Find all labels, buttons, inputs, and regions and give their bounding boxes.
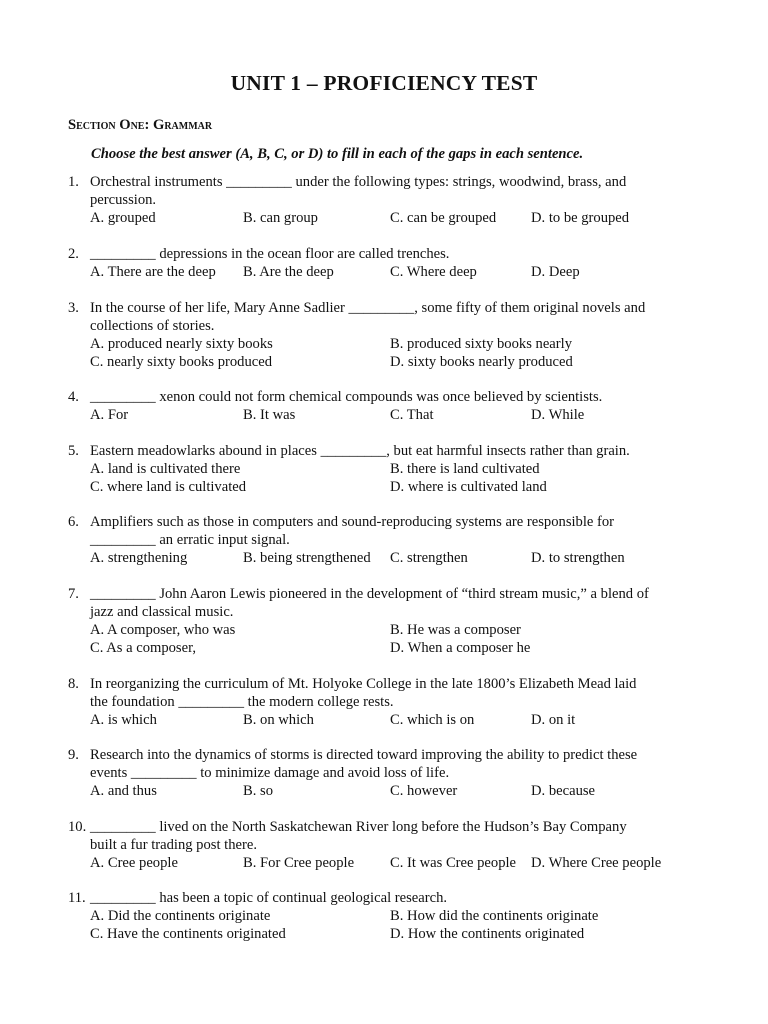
option-a[interactable]: A. Did the continents originate: [90, 908, 271, 924]
question-number: 9.: [68, 747, 79, 763]
option-a[interactable]: A. and thus: [90, 783, 157, 799]
option-a[interactable]: A. is which: [90, 712, 157, 728]
option-d[interactable]: D. on it: [531, 712, 576, 728]
section-heading-text: Section One: Grammar: [68, 117, 213, 133]
option-b[interactable]: B. He was a composer: [390, 622, 521, 638]
option-b[interactable]: B. being strengthened: [243, 550, 371, 566]
option-d[interactable]: D. How the continents originated: [390, 926, 585, 942]
question-line: _________ lived on the North Saskatchewan River long before the Hudson’s Bay Company: [90, 819, 627, 835]
option-a[interactable]: A. Cree people: [90, 855, 178, 871]
option-c[interactable]: C. As a composer,: [90, 640, 197, 656]
question-number: 7.: [68, 586, 79, 602]
option-d[interactable]: D. Deep: [531, 264, 580, 280]
options: [68, 854, 708, 872]
question-line: Research into the dynamics of storms is directed toward improving the ability to predict these: [90, 747, 638, 763]
question-line: _________ an erratic input signal.: [90, 532, 290, 548]
question-line: built a fur trading post there.: [90, 837, 257, 853]
question-line: events _________ to minimize damage and avoid loss of life.: [90, 765, 450, 781]
question-text: [90, 746, 708, 782]
option-b[interactable]: B. on which: [243, 712, 314, 728]
question-line: In the course of her life, Mary Anne Sadlier _________, some fifty of them original novels and: [90, 300, 646, 316]
question-line: In reorganizing the curriculum of Mt. Holyoke College in the late 1800’s Elizabeth Mead laid: [90, 676, 637, 692]
options: [68, 263, 708, 281]
question-text: [90, 245, 708, 263]
instructions: Choose the best answer (A, B, C, or D) to fill in each of the gaps in each sentence.: [91, 146, 584, 162]
option-a[interactable]: A. grouped: [90, 210, 156, 226]
option-d[interactable]: D. because: [531, 783, 596, 799]
question-line: the foundation _________ the modern college rests.: [90, 694, 394, 710]
option-a[interactable]: A. There are the deep: [90, 264, 216, 280]
question-text: [90, 442, 708, 460]
question-line: Eastern meadowlarks abound in places _________, but eat harmful insects rather than grain.: [90, 443, 630, 459]
question-text: [90, 299, 708, 335]
option-c[interactable]: C. It was Cree people: [390, 855, 517, 871]
question-text: [90, 818, 708, 854]
options: [68, 907, 708, 943]
question-number: 3.: [68, 300, 79, 316]
question-number: 8.: [68, 676, 79, 692]
question-line: percussion.: [90, 192, 157, 208]
question-text: [90, 889, 708, 907]
option-c[interactable]: C. Where deep: [390, 264, 477, 280]
option-a[interactable]: A. For: [90, 407, 129, 423]
option-d[interactable]: D. sixty books nearly produced: [390, 354, 573, 370]
question-number: 1.: [68, 174, 79, 190]
option-c[interactable]: C. Have the continents originated: [90, 926, 286, 942]
question-number: 10.: [68, 819, 87, 835]
option-b[interactable]: B. so: [243, 783, 274, 799]
question-text: [90, 585, 708, 621]
option-b[interactable]: B. It was: [243, 407, 296, 423]
options: [68, 406, 708, 424]
options: [68, 621, 708, 657]
option-b[interactable]: B. Are the deep: [243, 264, 334, 280]
question-number: 11.: [68, 890, 86, 906]
option-b[interactable]: B. there is land cultivated: [390, 461, 540, 477]
option-c[interactable]: C. where land is cultivated: [90, 479, 247, 495]
question-line: _________ depressions in the ocean floor are called trenches.: [90, 246, 450, 262]
option-d[interactable]: D. Where Cree people: [531, 855, 662, 871]
question-text: [90, 173, 708, 209]
option-d[interactable]: D. where is cultivated land: [390, 479, 547, 495]
option-c[interactable]: C. which is on: [390, 712, 475, 728]
option-b[interactable]: B. For Cree people: [243, 855, 355, 871]
option-c[interactable]: C. can be grouped: [390, 210, 497, 226]
option-c[interactable]: C. That: [390, 407, 434, 423]
option-c[interactable]: C. nearly sixty books produced: [90, 354, 272, 370]
options: [68, 549, 708, 567]
question-line: _________ has been a topic of continual geological research.: [90, 890, 448, 906]
question-text: [90, 675, 708, 711]
options: [68, 460, 708, 496]
question-line: _________ John Aaron Lewis pioneered in the development of “third stream music,” a blend of: [90, 586, 649, 602]
option-a[interactable]: A. strengthening: [90, 550, 188, 566]
option-c[interactable]: C. however: [390, 783, 458, 799]
option-d[interactable]: D. While: [531, 407, 585, 423]
option-b[interactable]: B. produced sixty books nearly: [390, 336, 572, 352]
option-d[interactable]: D. to strengthen: [531, 550, 625, 566]
question-line: Amplifiers such as those in computers and sound-reproducing systems are responsible for: [90, 514, 615, 530]
question-line: Orchestral instruments _________ under the following types: strings, woodwind, brass, and: [90, 174, 627, 190]
option-b[interactable]: B. How did the continents originate: [390, 908, 599, 924]
options: [68, 335, 708, 371]
question-number: 6.: [68, 514, 79, 530]
question-text: [90, 513, 708, 549]
options: [68, 782, 708, 800]
question-text: [90, 388, 708, 406]
option-d[interactable]: D. to be grouped: [531, 210, 630, 226]
options: [68, 711, 708, 729]
question-number: 4.: [68, 389, 79, 405]
question-number: 2.: [68, 246, 79, 262]
page-title: UNIT 1 – PROFICIENCY TEST: [230, 71, 538, 95]
question-line: jazz and classical music.: [90, 604, 234, 620]
section-heading: [68, 116, 212, 134]
question-line: collections of stories.: [90, 318, 215, 334]
question-line: _________ xenon could not form chemical compounds was once believed by scientists.: [90, 389, 603, 405]
option-a[interactable]: A. produced nearly sixty books: [90, 336, 273, 352]
option-a[interactable]: A. A composer, who was: [90, 622, 236, 638]
option-b[interactable]: B. can group: [243, 210, 318, 226]
option-d[interactable]: D. When a composer he: [390, 640, 531, 656]
option-c[interactable]: C. strengthen: [390, 550, 468, 566]
options: [68, 209, 708, 227]
option-a[interactable]: A. land is cultivated there: [90, 461, 241, 477]
question-number: 5.: [68, 443, 79, 459]
